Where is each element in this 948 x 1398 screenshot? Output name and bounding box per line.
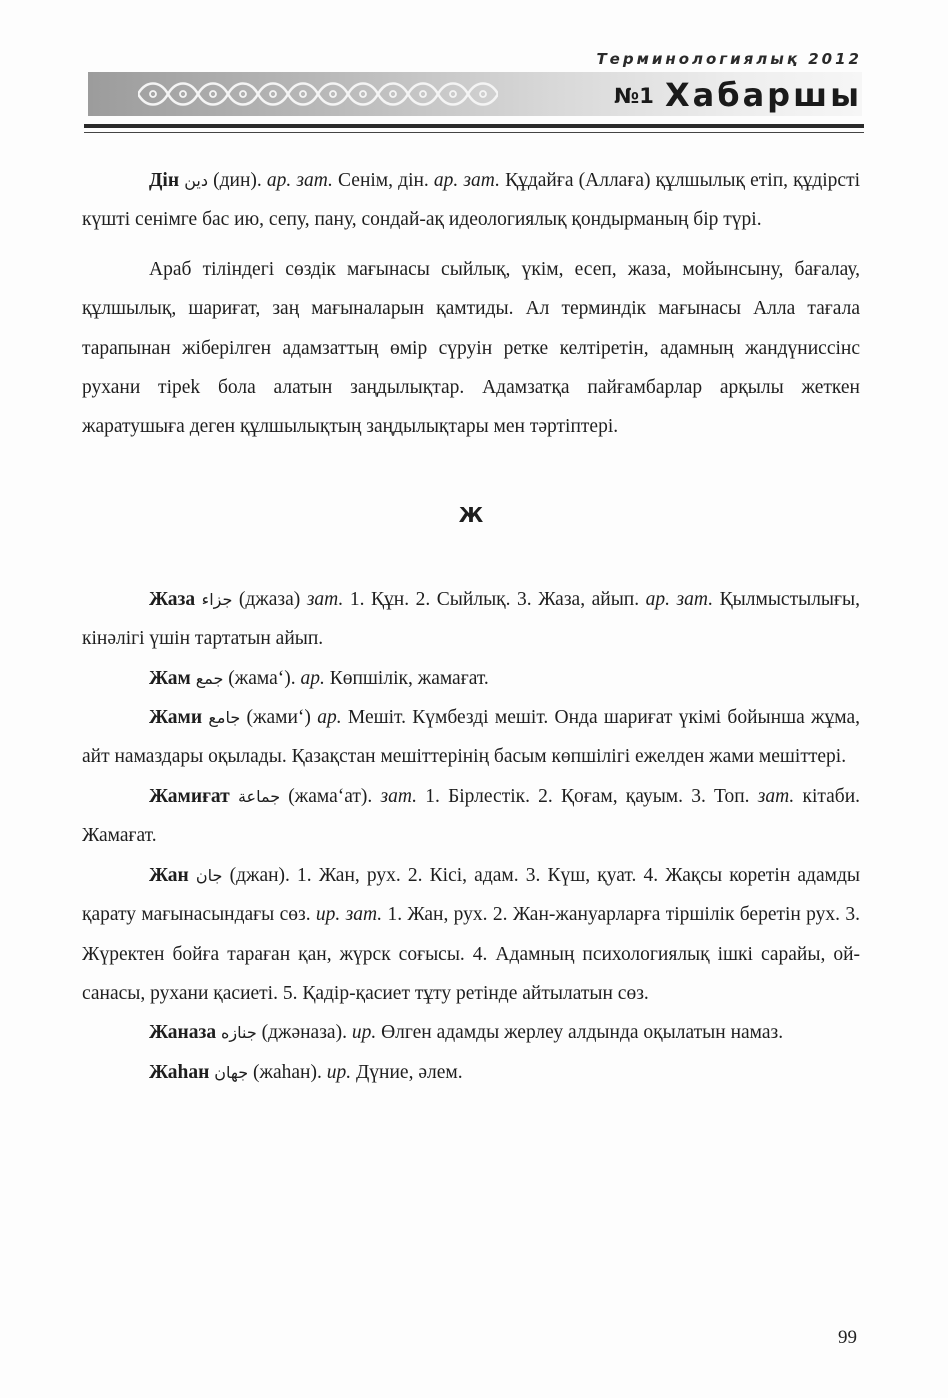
entry-text: (джан). 1. Жан, рух. 2. Кісі, адам. 3. Күш, қуат. 4. Жақсы коретін адамды қарату мағынасындағы сөз.: [82, 864, 860, 926]
page-number: 99: [838, 1327, 857, 1348]
entry-term: Жаһан: [149, 1061, 210, 1083]
entry-label: зат.: [380, 785, 418, 807]
entry-text: (жама‘).: [223, 667, 301, 689]
dictionary-entry: [82, 1013, 860, 1052]
page-header: [0, 0, 948, 140]
entry-text: (жами‘): [240, 707, 318, 729]
journal-kicker: Терминологиялық 2012: [596, 50, 862, 68]
entry-label: ир.: [326, 1061, 352, 1083]
entry-label: ар.: [300, 667, 325, 689]
entry-text: 1. Бірлестік. 2. Қоғам, қауым. 3. Топ.: [417, 785, 758, 807]
dictionary-entry: [82, 1053, 860, 1092]
arabic-word: جهان: [214, 1062, 249, 1082]
journal-title: Хабаршы: [664, 76, 862, 114]
entry-text: (жаһан).: [248, 1061, 327, 1083]
ornament-pattern: [138, 74, 498, 114]
entry-label: ар. зат.: [433, 170, 500, 191]
entry-label: ар.: [317, 707, 342, 729]
entry-term: Жамиғат: [149, 785, 230, 807]
entry-text: Құдайға (Аллаға) құлшылық етіп, құдірсті күшті сенімге бас ию, сепу, пану, сондай-ақ идеологиялық қондырманың бір түрі.: [82, 170, 861, 231]
entry-text: Сенім, дін.: [332, 170, 434, 191]
paragraph-meaning: Араб тіліндегі сөздік мағынасы сыйлық, үкім, есеп, жаза, мойынсыну, бағалау, құлшылық, шариғат, заң мағыналарын қамтиды. Ал терминдік мағынасы Алла тағала тарапынан жіберілген адамзаттың өмір сүруін ретке келтіретін, адамның жандүниссінс рухани тіреk бола алатын заңдылықтар. Адамзатқа пайғамбарлар арқылы жеткен жаратушыға деген құлшылықтың заңдылықтары мен тәртіптері.: [82, 258, 860, 438]
entry-text: 1. Жан, рух. 2. Жан-жануарларға тіршілік беретін рух. 3. Жүректен бойға тараған қан, жүрск соғысы. 4. Адамның психологиялық ішкі сарайы, ой-санасы, рухани қасиеті. 5. Қадір-қасиет тұту ретінде айтылатын сөз.: [82, 904, 860, 1004]
entry-text: Өлген адамды жерлеу алдында оқылатын намаз.: [376, 1022, 784, 1044]
entry-term: Жан: [149, 864, 189, 886]
entry-term: Жаназа: [149, 1022, 217, 1044]
entry-text: кітаби. Жамағат.: [82, 785, 861, 847]
dictionary-entry: [82, 659, 860, 698]
header-rule-thin: [84, 132, 864, 133]
issue-number: №1: [614, 84, 654, 108]
entry-text: (джәназа).: [256, 1022, 352, 1044]
entry-label: ар. зат.: [266, 170, 333, 191]
article-body: [82, 161, 860, 1092]
arabic-word: جامع: [208, 708, 241, 728]
entry-label: ар. зат.: [645, 588, 714, 610]
dictionary-entry: [82, 856, 860, 1014]
entry-label: ир. зат.: [315, 904, 383, 926]
entry-text: (дин).: [207, 170, 267, 191]
entry-text: Дүние, әлем.: [351, 1061, 463, 1083]
arabic-word: دين: [184, 171, 208, 190]
entry-term: Жами: [149, 707, 203, 729]
dictionary-entry: [82, 777, 860, 856]
arabic-word: جان: [195, 865, 223, 885]
entry-term: Дін: [149, 170, 180, 191]
entry-list: [82, 580, 860, 1092]
arabic-word: جنازه: [221, 1023, 257, 1043]
header-rule-thick: [84, 124, 864, 128]
entry-text: Мешіт. Күмбезді мешіт. Онда шариғат үкімі бойынша жұма, айт намаздары оқылады. Қазақстан мешіттерінің басым көпшілігі ежелден жами мешіттері.: [82, 707, 860, 768]
entry-din: [82, 161, 860, 240]
entry-text: Қылмыстылығы, кінәлігі үшін тартатын айып.: [82, 588, 861, 650]
entry-text: (жама‘ат).: [280, 785, 381, 807]
dictionary-entry: [82, 580, 860, 659]
entry-term: Жаза: [149, 588, 196, 610]
arabic-word: جمع: [195, 668, 224, 688]
entry-label: ир.: [351, 1022, 377, 1044]
entry-label: зат.: [306, 588, 344, 610]
entry-label: зат.: [757, 785, 795, 807]
dictionary-entry: [82, 698, 860, 777]
entry-term: Жам: [149, 667, 191, 689]
arabic-word: جزاء: [201, 589, 233, 609]
arabic-word: جماعة: [237, 786, 281, 806]
section-letter: Ж: [458, 502, 484, 527]
entry-text: Көпшілік, жамағат.: [324, 667, 489, 689]
entry-text: (джаза): [232, 588, 307, 610]
entry-text: 1. Құн. 2. Сыйлық. 3. Жаза, айып.: [343, 588, 646, 610]
